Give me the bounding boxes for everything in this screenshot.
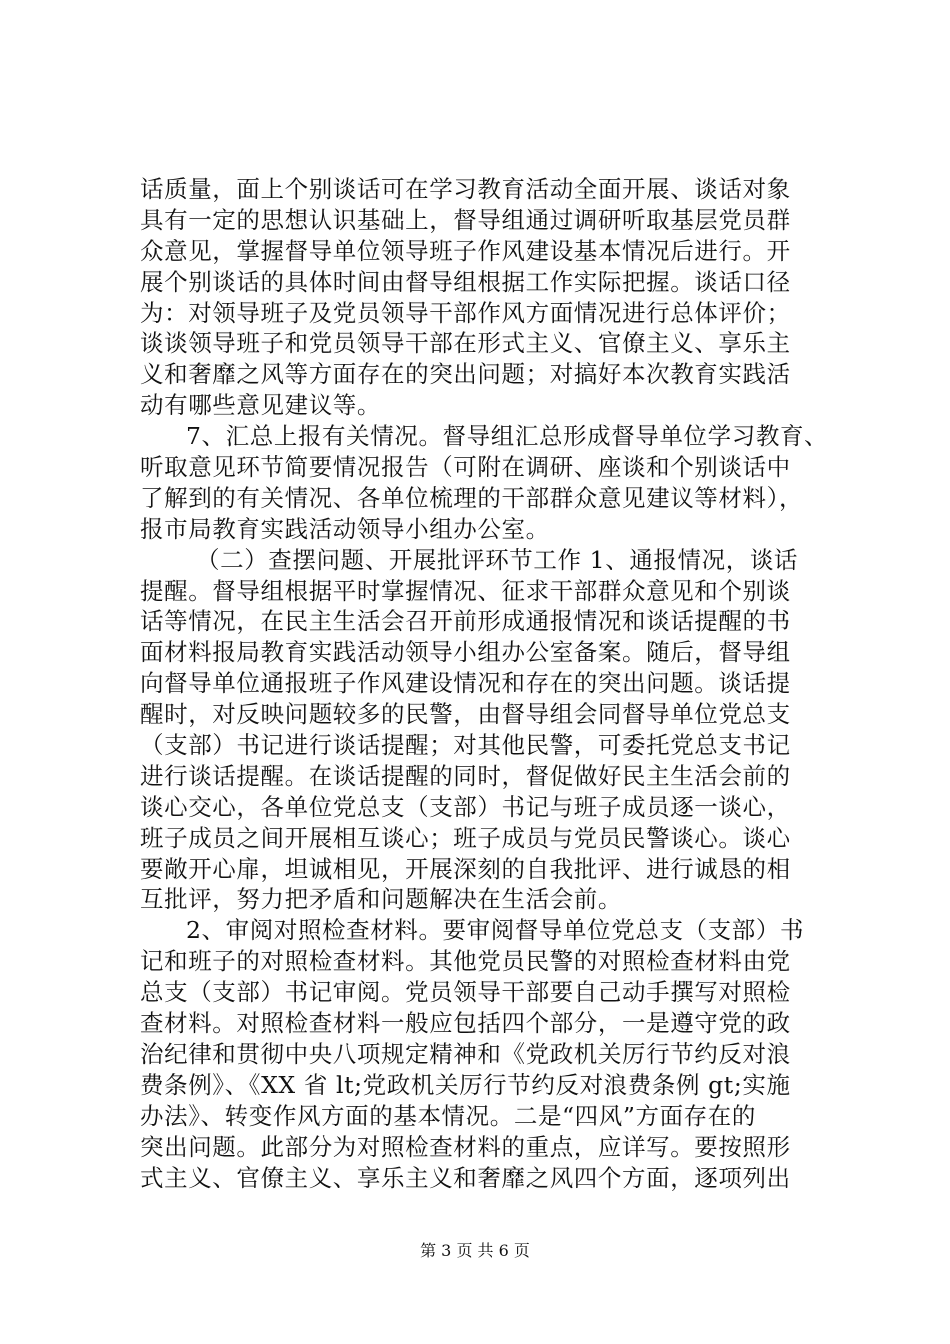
page-number-footer: 第 3 页 共 6 页 xyxy=(420,1241,530,1260)
text-line: 提醒。督导组根据平时掌握情况、征求干部群众意见和个别谈 xyxy=(140,576,791,605)
text-line: 费条例》、《XX 省 lt;党政机关厉行节约反对浪费条例 gt;实施 xyxy=(140,1070,791,1099)
text-line: 总支（支部）书记审阅。党员领导干部要自己动手撰写对照检 xyxy=(140,978,791,1007)
text-line: 谈心交心，各单位党总支（支部）书记与班子成员逐一谈心， xyxy=(140,792,791,821)
text-line: 办法》、转变作风方面的基本情况。二是“四风”方面存在的 xyxy=(140,1101,756,1130)
text-line: 报市局教育实践活动领导小组办公室。 xyxy=(140,514,550,543)
text-line: 突出问题。此部分为对照检查材料的重点，应详写。要按照形 xyxy=(140,1132,791,1161)
text-line: 义和奢靡之风等方面存在的突出问题；对搞好本次教育实践活 xyxy=(140,360,791,389)
text-line: 查材料。对照检查材料一般应包括四个部分，一是遵守党的政 xyxy=(140,1009,791,1038)
paragraph-start-line: （二）查摆问题、开展批评环节工作 1、通报情况，谈话 xyxy=(196,545,799,574)
text-line: 众意见，掌握督导单位领导班子作风建设基本情况后进行。开 xyxy=(140,236,791,265)
text-line: 班子成员之间开展相互谈心；班子成员与党员民警谈心。谈心 xyxy=(140,823,791,852)
text-line: 要敞开心扉，坦诚相见，开展深刻的自我批评、进行诚恳的相 xyxy=(140,854,791,883)
text-line: 具有一定的思想认识基础上，督导组通过调研听取基层党员群 xyxy=(140,205,791,234)
text-line: 式主义、官僚主义、享乐主义和奢靡之风四个方面，逐项列出 xyxy=(140,1163,791,1192)
text-line: 话等情况，在民主生活会召开前形成通报情况和谈话提醒的书 xyxy=(140,607,791,636)
text-line: 谈谈领导班子和党员领导干部在形式主义、官僚主义、享乐主 xyxy=(140,329,791,358)
document-body xyxy=(140,174,840,1193)
text-line: 听取意见环节简要情况报告（可附在调研、座谈和个别谈话中 xyxy=(140,453,791,482)
text-line: 向督导单位通报班子作风建设情况和存在的突出问题。谈话提 xyxy=(140,669,791,698)
text-line: 进行谈话提醒。在谈话提醒的同时，督促做好民主生活会前的 xyxy=(140,761,791,790)
paragraph-start-line: 2、审阅对照检查材料。要审阅督导单位党总支（支部）书 xyxy=(186,916,805,945)
text-line: 互批评，努力把矛盾和问题解决在生活会前。 xyxy=(140,885,622,914)
text-line: 为：对领导班子及党员领导干部作风方面情况进行总体评价； xyxy=(140,298,791,327)
text-line: 了解到的有关情况、各单位梳理的干部群众意见建议等材料）， xyxy=(140,483,804,512)
text-line: 面材料报局教育实践活动领导小组办公室备案。随后，督导组 xyxy=(140,638,791,667)
text-line: 动有哪些意见建议等。 xyxy=(140,391,381,420)
paragraph-start-line: 7、汇总上报有关情况。督导组汇总形成督导单位学习教育、 xyxy=(186,422,829,451)
text-line: 话质量，面上个别谈话可在学习教育活动全面开展、谈话对象 xyxy=(140,175,791,203)
text-line: 治纪律和贯彻中央八项规定精神和《党政机关厉行节约反对浪 xyxy=(140,1039,791,1068)
text-line: 醒时，对反映问题较多的民警，由督导组会同督导单位党总支 xyxy=(140,700,791,729)
text-line: 记和班子的对照检查材料。其他党员民警的对照检查材料由党 xyxy=(140,947,791,976)
text-line: 展个别谈话的具体时间由督导组根据工作实际把握。谈话口径 xyxy=(140,267,791,296)
text-line: （支部）书记进行谈话提醒；对其他民警，可委托党总支书记 xyxy=(140,731,791,760)
